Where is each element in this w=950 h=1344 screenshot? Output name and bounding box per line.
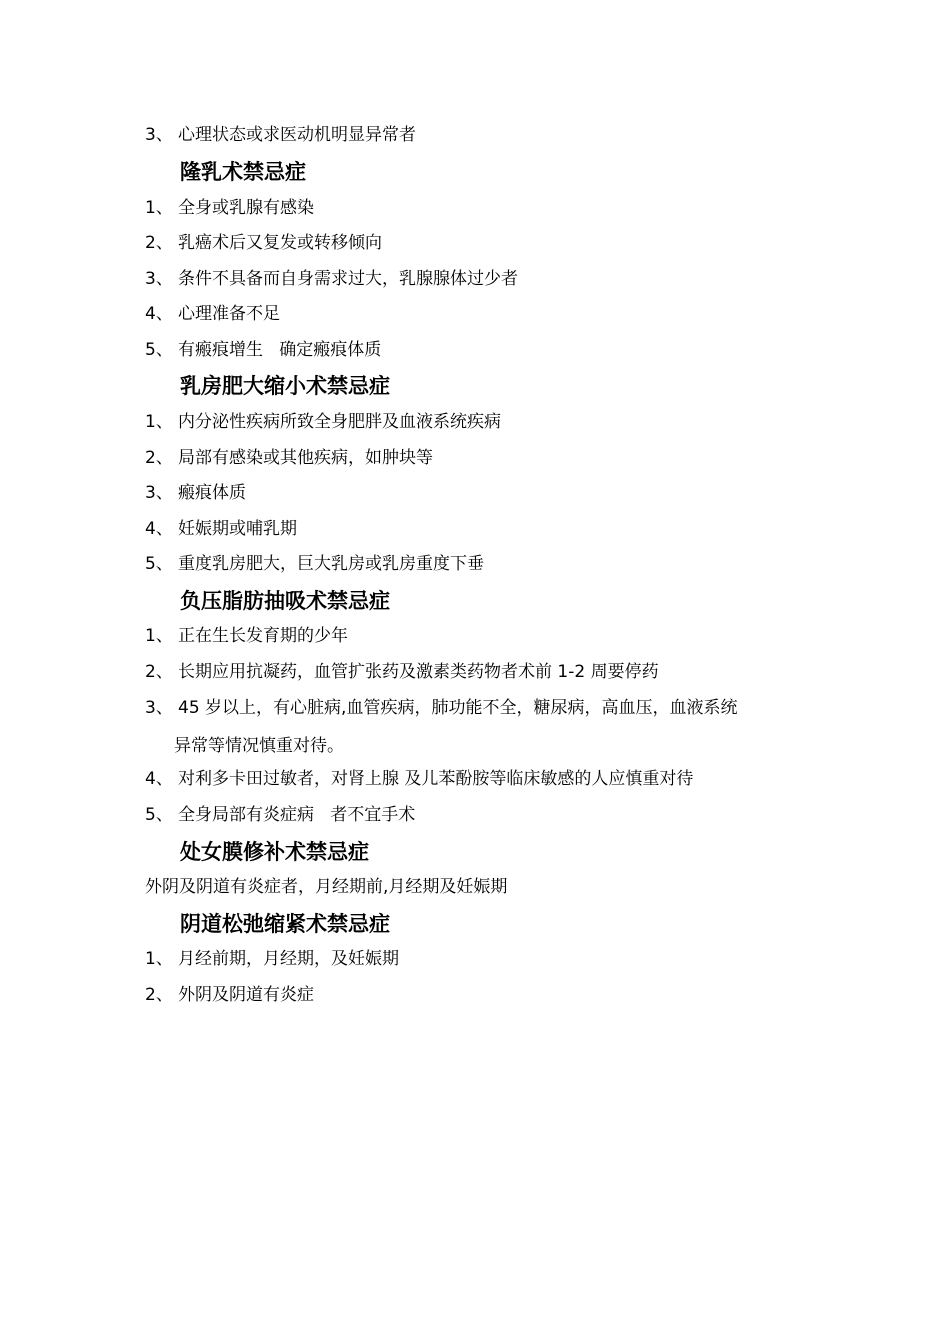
list-text: 全身或乳腺有感染 (178, 198, 314, 218)
list-item (145, 122, 416, 148)
section-heading: 负压脂肪抽吸术禁忌症 (180, 589, 390, 613)
list-item (145, 946, 399, 972)
list-number: 4、 (145, 769, 173, 789)
list-item (145, 195, 314, 221)
list-item (145, 623, 348, 649)
list-item (145, 230, 382, 256)
list-number: 3、 (145, 698, 173, 718)
list-item (145, 802, 415, 828)
list-text: 条件不具备而自身需求过大，乳腺腺体过少者 (178, 269, 518, 289)
list-text: 瘢痕体质 (178, 483, 246, 503)
list-number: 3、 (145, 269, 173, 289)
list-number: 3、 (145, 125, 173, 145)
section-heading: 处女膜修补术禁忌症 (180, 840, 369, 864)
list-number: 5、 (145, 554, 173, 574)
list-number: 1、 (145, 412, 173, 432)
section-heading: 阴道松弛缩紧术禁忌症 (180, 912, 390, 936)
list-number: 1、 (145, 626, 173, 646)
list-number: 5、 (145, 340, 173, 360)
list-text: 有瘢痕增生 确定瘢痕体质 (178, 340, 382, 360)
list-number: 2、 (145, 233, 173, 253)
list-text: 正在生长发育期的少年 (178, 626, 348, 646)
list-item (145, 480, 246, 506)
list-item (145, 659, 659, 685)
list-text: 外阴及阴道有炎症 (178, 985, 314, 1005)
list-number: 4、 (145, 304, 173, 324)
section-heading: 隆乳术禁忌症 (180, 160, 306, 184)
list-text: 心理状态或求医动机明显异常者 (178, 125, 416, 145)
list-number: 2、 (145, 985, 173, 1005)
list-text: 重度乳房肥大，巨大乳房或乳房重度下垂 (178, 554, 484, 574)
list-item (145, 766, 693, 792)
list-item (145, 551, 484, 577)
list-item-continuation: 异常等情况慎重对待。 (174, 736, 344, 756)
list-item (145, 516, 297, 542)
list-item (145, 301, 280, 327)
list-number: 2、 (145, 448, 173, 468)
section-paragraph: 外阴及阴道有炎症者，月经期前,月经期及妊娠期 (145, 877, 508, 897)
list-text: 对利多卡田过敏者，对肾上腺 及儿苯酚胺等临床敏感的人应慎重对待 (178, 769, 694, 789)
list-item (145, 409, 501, 435)
list-item (145, 445, 433, 471)
list-item (145, 982, 314, 1008)
list-text: 妊娠期或哺乳期 (178, 519, 297, 539)
list-text: 长期应用抗凝药，血管扩张药及激素类药物者术前 1-2 周要停药 (178, 662, 659, 682)
list-number: 1、 (145, 949, 173, 969)
list-text: 全身局部有炎症病 者不宜手术 (178, 805, 416, 825)
list-number: 3、 (145, 483, 173, 503)
list-text: 乳癌术后又复发或转移倾向 (178, 233, 382, 253)
list-number: 4、 (145, 519, 173, 539)
list-number: 5、 (145, 805, 173, 825)
list-text: 局部有感染或其他疾病，如肿块等 (178, 448, 433, 468)
list-number: 2、 (145, 662, 173, 682)
list-text: 月经前期，月经期，及妊娠期 (178, 949, 399, 969)
list-item (145, 695, 737, 721)
list-number: 1、 (145, 198, 173, 218)
list-text: 45 岁以上，有心脏病,血管疾病，肺功能不全，糖尿病，高血压，血液系统 (178, 698, 738, 718)
list-item (145, 337, 381, 363)
list-text: 心理准备不足 (178, 304, 280, 324)
list-text: 内分泌性疾病所致全身肥胖及血液系统疾病 (178, 412, 501, 432)
list-item (145, 266, 518, 292)
section-heading: 乳房肥大缩小术禁忌症 (180, 374, 390, 398)
